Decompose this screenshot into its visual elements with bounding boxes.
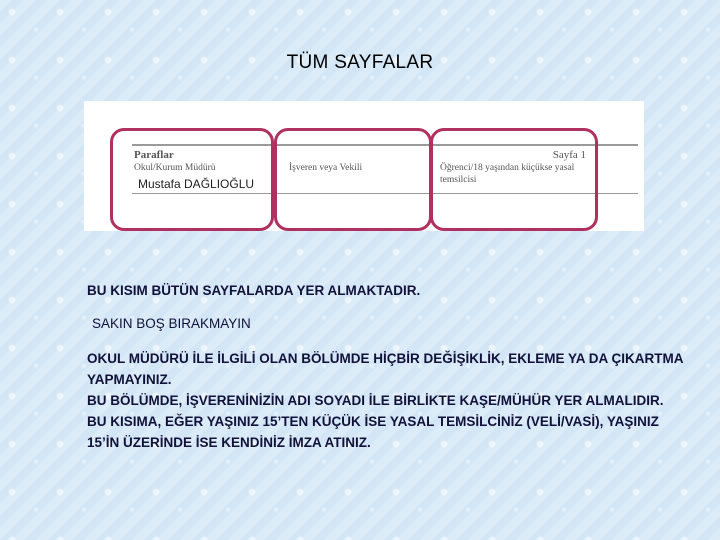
highlight-frame-director [110,128,274,231]
signer-name: Mustafa DAĞLIOĞLU [138,177,255,191]
label-student-guardian: Öğrenci/18 yaşından küçükse yasal temsilcisi [440,163,575,185]
instruction-director: OKUL MÜDÜRÜ İLE İLGİLİ OLAN BÖLÜMDE HİÇBİR DEĞİŞİKLİK, EKLEME YA DA ÇIKARTMA YAPMAYINIZ. [87,351,684,387]
label-employer: İşveren veya Vekili [289,163,363,173]
instruction-signature: BU KISIMA, EĞER YAŞINIZ 15’TEN KÜÇÜK İSE YASAL TEMSİLCİNİZ (VELİ/VASİ), YAŞINIZ 15’İN ÜZERİNDE İSE KENDİNİZ İMZA ATINIZ. [87,414,659,450]
header-paraflar: Paraflar [134,149,174,161]
header-page-number: Sayfa 1 [552,149,586,161]
instructions-block [87,348,687,453]
page-title: TÜM SAYFALAR [286,52,434,73]
highlight-frame-student [430,128,598,231]
instruction-employer: BU BÖLÜMDE, İŞVERENİNİZİN ADI SOYADI İLE BİRLİKTE KAŞE/MÜHÜR YER ALMALIDIR. [87,393,664,408]
highlight-frame-employer [274,128,432,231]
label-school-director: Okul/Kurum Müdürü [134,163,216,173]
note-all-pages: BU KISIM BÜTÜN SAYFALARDA YER ALMAKTADIR. [87,283,421,298]
note-do-not-leave-blank: SAKIN BOŞ BIRAKMAYIN [92,316,251,331]
